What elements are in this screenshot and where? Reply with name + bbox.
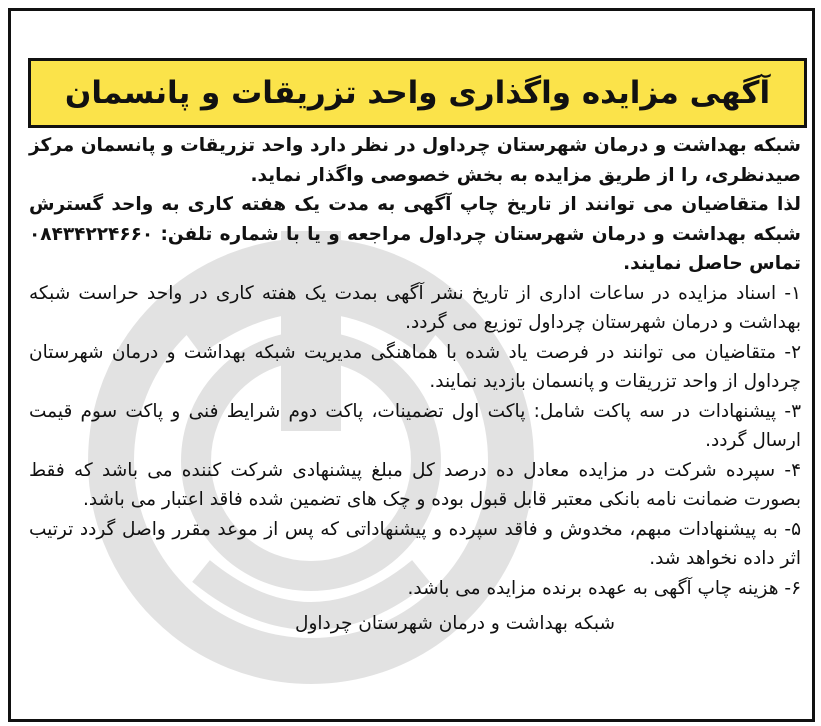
condition-item-2: ۲- متقاضیان می توانند در فرصت یاد شده با هماهنگی مدیریت شبکه بهداشت و درمان شهرستان چرداول از واحد تزریقات و پانسمان بازدید نمایند. [29,341,801,392]
issuer-signature: شبکه بهداشت و درمان شهرستان چرداول [295,613,615,634]
advertisement-frame [8,8,815,722]
condition-item-5: ۵- به پیشنهادات مبهم، مخدوش و فاقد سپرده و پیشنهاداتی که پس از موعد مقرر واصل گردد ترتیب اثر داده نخواهد شد. [29,518,801,569]
condition-item-4: ۴- سپرده شرکت در مزایده معادل ده درصد کل مبلغ پیشنهادی شرکت کننده می باشد که فقط بصورت ضمانت نامه بانکی معتبر قابل قبول بوده و چک های تضمین شده فاقد اعتبار می باشد. [29,459,801,510]
condition-item-3: ۳- پیشنهادات در سه پاکت شامل: پاکت اول تضمینات، پاکت دوم شرایط فنی و پاکت سوم قیمت ارسال گردد. [29,400,801,451]
contact-paragraph: لذا متقاضیان می توانند از تاریخ چاپ آگهی به مدت یک هفته کاری به واحد گسترش شبکه بهداشت و درمان شهرستان چرداول مراجعه و یا با شماره تلفن: ۰۸۴۳۴۲۲۴۶۶۰ تماس حاصل نمایند. [29,194,801,274]
ad-body [29,131,801,638]
title-banner [28,58,807,128]
condition-item-1: ۱- اسناد مزایده در ساعات اداری از تاریخ نشر آگهی بمدت یک هفته کاری در واحد حراست شبکه بهداشت و درمان شهرستان چرداول توزیع می گردد. [29,282,801,333]
ad-title: آگهی مزایده واگذاری واحد تزریقات و پانسمان [64,75,771,111]
condition-item-6: ۶- هزینه چاپ آگهی به عهده برنده مزایده می باشد. [407,577,801,599]
intro-paragraph: شبکه بهداشت و درمان شهرستان چرداول در نظر دارد واحد تزریقات و پانسمان مرکز صیدنظری، را از طریق مزایده به بخش خصوصی واگذار نماید. [29,135,801,186]
